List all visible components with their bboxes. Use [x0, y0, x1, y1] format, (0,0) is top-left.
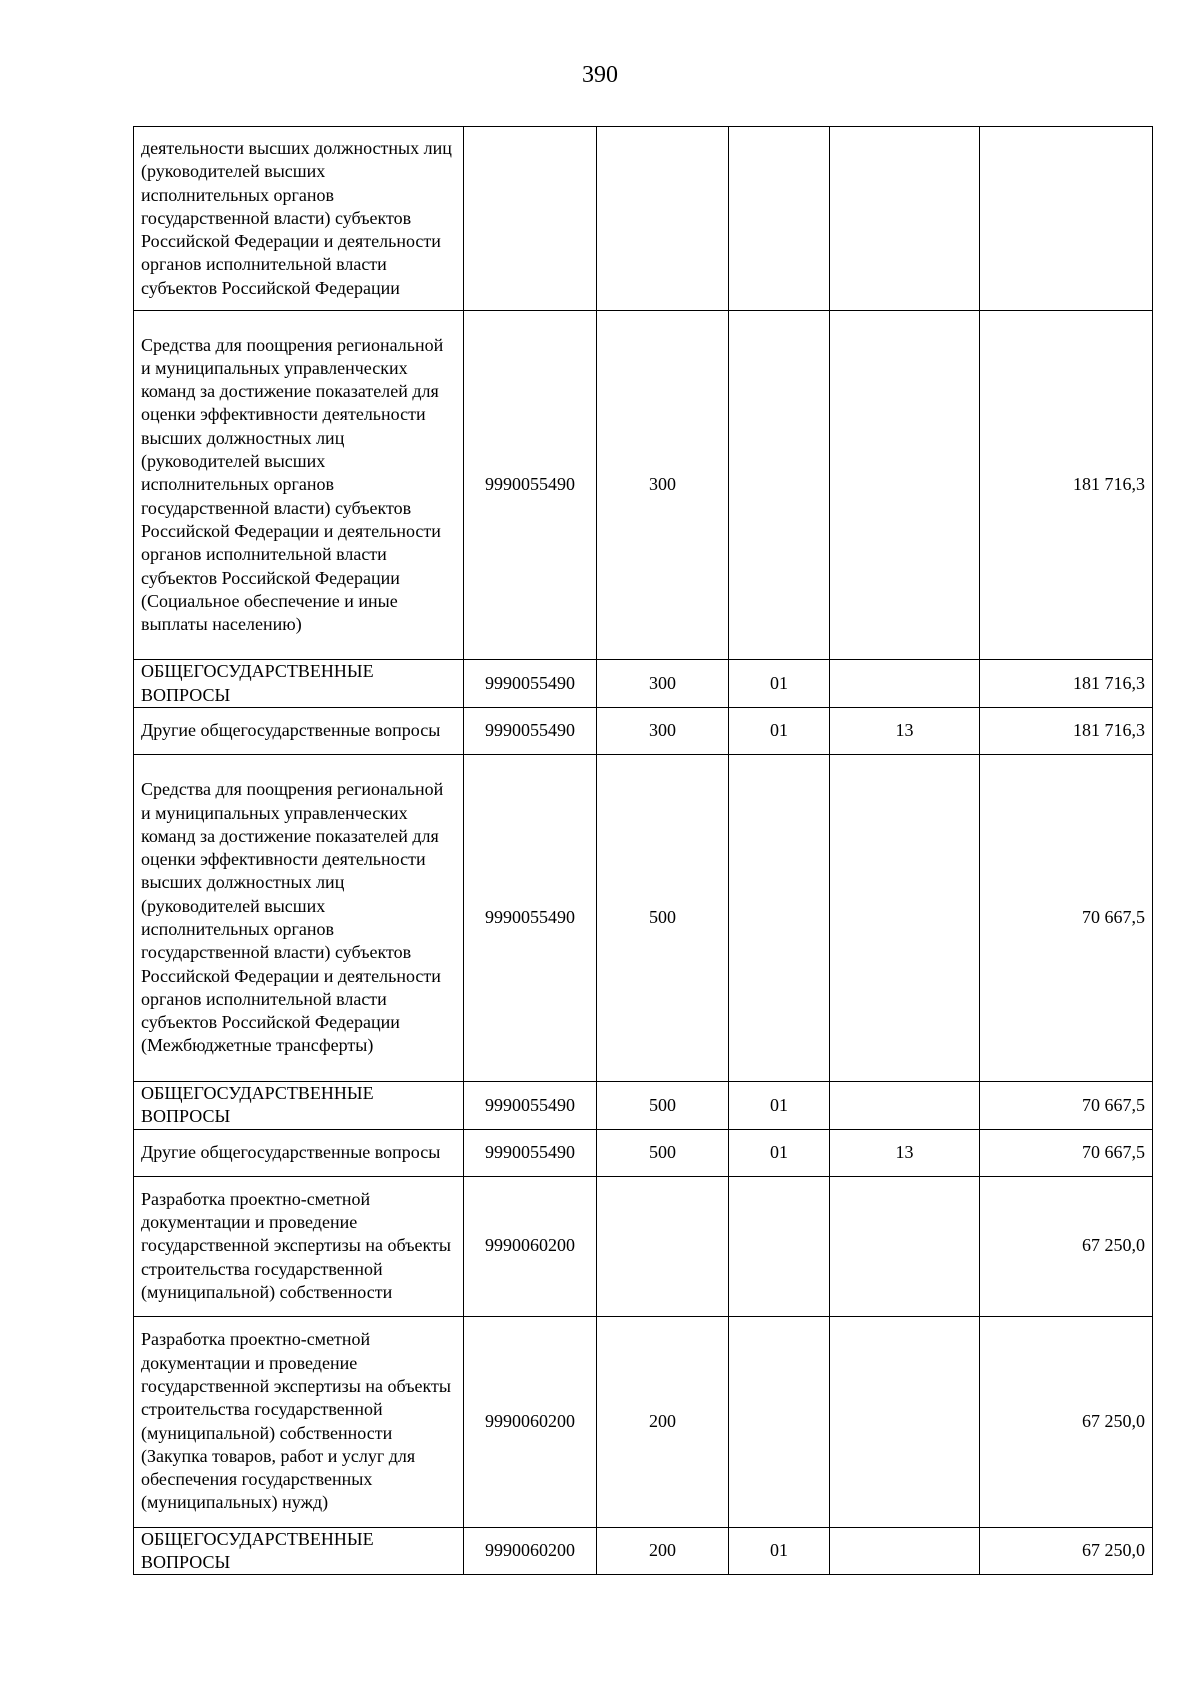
budget-table [133, 126, 1153, 1575]
row-name-cell: ОБЩЕГОСУДАРСТВЕННЫЕ ВОПРОСЫ [134, 660, 464, 708]
row-name-cell: Другие общегосударственные вопросы [134, 1129, 464, 1176]
section-cell [729, 127, 830, 311]
amount-cell: 181 716,3 [980, 660, 1153, 708]
section-cell: 01 [729, 1129, 830, 1176]
subsection-cell [830, 1316, 980, 1527]
target-article-cell: 9990055490 [464, 660, 597, 708]
table-row [134, 660, 1153, 708]
table-row [134, 311, 1153, 660]
table-row [134, 127, 1153, 311]
expense-type-cell: 300 [597, 311, 729, 660]
subsection-cell [830, 1176, 980, 1316]
budget-table-body [134, 127, 1153, 1575]
amount-cell [980, 127, 1153, 311]
target-article-cell: 9990060200 [464, 1176, 597, 1316]
subsection-cell [830, 1527, 980, 1575]
amount-cell: 67 250,0 [980, 1176, 1153, 1316]
expense-type-cell [597, 1176, 729, 1316]
table-row [134, 1129, 1153, 1176]
subsection-cell [830, 660, 980, 708]
row-name-cell: Средства для поощрения региональной и муниципальных управленческих команд за достижение показателей для оценки эффективности деятельности высших должностных лиц (руководителей высших исполнительных органов государственной власти) субъектов Российской Федерации и деятельности органов исполнительной власти субъектов Российской Федерации (Социальное обеспечение и иные выплаты населению) [134, 311, 464, 660]
subsection-cell: 13 [830, 1129, 980, 1176]
row-name-cell: ОБЩЕГОСУДАРСТВЕННЫЕ ВОПРОСЫ [134, 1082, 464, 1130]
target-article-cell: 9990055490 [464, 1082, 597, 1130]
row-name-cell: Средства для поощрения региональной и муниципальных управленческих команд за достижение показателей для оценки эффективности деятельности высших должностных лиц (руководителей высших исполнительных органов государственной власти) субъектов Российской Федерации и деятельности органов исполнительной власти субъектов Российской Федерации (Межбюджетные трансферты) [134, 755, 464, 1082]
section-cell: 01 [729, 1527, 830, 1575]
expense-type-cell: 500 [597, 755, 729, 1082]
expense-type-cell: 200 [597, 1527, 729, 1575]
expense-type-cell: 300 [597, 660, 729, 708]
amount-cell: 181 716,3 [980, 708, 1153, 755]
expense-type-cell: 300 [597, 708, 729, 755]
section-cell: 01 [729, 1082, 830, 1130]
amount-cell: 181 716,3 [980, 311, 1153, 660]
section-cell [729, 755, 830, 1082]
table-row [134, 1527, 1153, 1575]
table-row [134, 1176, 1153, 1316]
row-name-cell: Другие общегосударственные вопросы [134, 708, 464, 755]
subsection-cell [830, 755, 980, 1082]
amount-cell: 67 250,0 [980, 1527, 1153, 1575]
amount-cell: 67 250,0 [980, 1316, 1153, 1527]
target-article-cell: 9990060200 [464, 1527, 597, 1575]
amount-cell: 70 667,5 [980, 1129, 1153, 1176]
table-row [134, 1082, 1153, 1130]
target-article-cell: 9990055490 [464, 708, 597, 755]
table-row [134, 1316, 1153, 1527]
target-article-cell: 9990060200 [464, 1316, 597, 1527]
section-cell [729, 1316, 830, 1527]
section-cell [729, 1176, 830, 1316]
row-name-cell: деятельности высших должностных лиц (руководителей высших исполнительных органов государственной власти) субъектов Российской Федерации и деятельности органов исполнительной власти субъектов Российской Федерации [134, 127, 464, 311]
amount-cell: 70 667,5 [980, 755, 1153, 1082]
row-name-cell: Разработка проектно-сметной документации и проведение государственной экспертизы на объекты строительства государственной (муниципальной) собственности [134, 1176, 464, 1316]
subsection-cell [830, 311, 980, 660]
table-row [134, 708, 1153, 755]
expense-type-cell [597, 127, 729, 311]
row-name-cell: ОБЩЕГОСУДАРСТВЕННЫЕ ВОПРОСЫ [134, 1527, 464, 1575]
target-article-cell: 9990055490 [464, 1129, 597, 1176]
table-row [134, 755, 1153, 1082]
target-article-cell [464, 127, 597, 311]
target-article-cell: 9990055490 [464, 311, 597, 660]
section-cell [729, 311, 830, 660]
section-cell: 01 [729, 708, 830, 755]
expense-type-cell: 500 [597, 1082, 729, 1130]
row-name-cell: Разработка проектно-сметной документации и проведение государственной экспертизы на объекты строительства государственной (муниципальной) собственности (Закупка товаров, работ и услуг для обеспечения государственных (муниципальных) нужд) [134, 1316, 464, 1527]
target-article-cell: 9990055490 [464, 755, 597, 1082]
amount-cell: 70 667,5 [980, 1082, 1153, 1130]
subsection-cell: 13 [830, 708, 980, 755]
expense-type-cell: 200 [597, 1316, 729, 1527]
subsection-cell [830, 1082, 980, 1130]
subsection-cell [830, 127, 980, 311]
page-number: 390 [582, 62, 618, 88]
section-cell: 01 [729, 660, 830, 708]
expense-type-cell: 500 [597, 1129, 729, 1176]
